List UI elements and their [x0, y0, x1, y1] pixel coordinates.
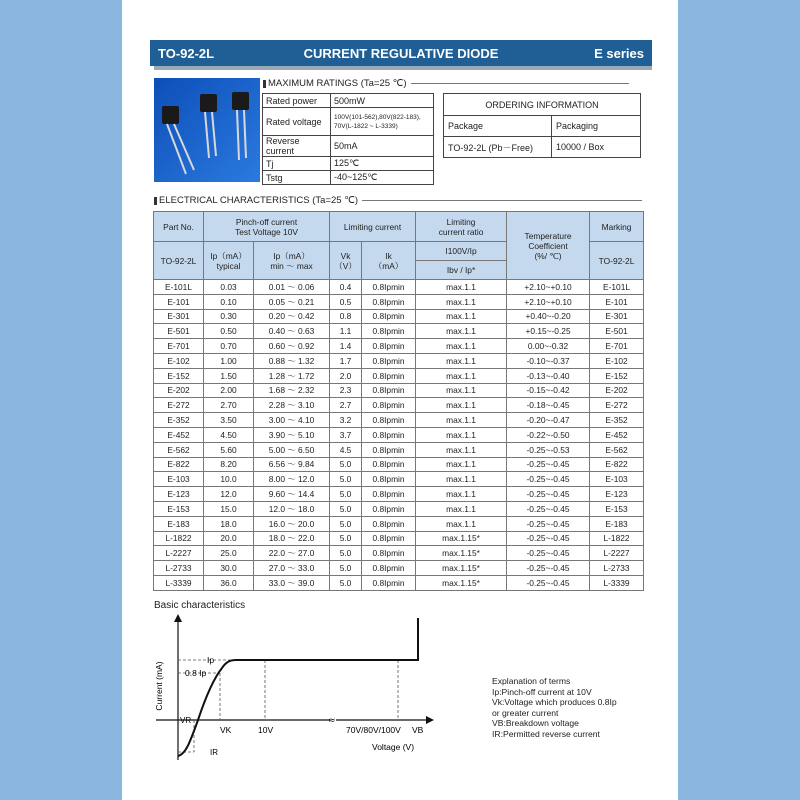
- cell-ip-range: 27.0 ～ 33.0: [254, 561, 330, 576]
- cell-marking: E-501: [590, 324, 644, 339]
- cell-marking: E-101: [590, 294, 644, 309]
- cell-part-no: E-301: [154, 309, 204, 324]
- explanation-line: IR:Permitted reverse current: [492, 728, 600, 739]
- cell-ip-typical: 15.0: [204, 501, 254, 516]
- cell-marking: E-152: [590, 368, 644, 383]
- cell-ip-range: 12.0 ～ 18.0: [254, 501, 330, 516]
- x-axis-arrow-icon: [426, 716, 434, 724]
- cell-marking: E-822: [590, 457, 644, 472]
- cell-ip-typical: 30.0: [204, 561, 254, 576]
- header-package: TO-92-2L: [154, 242, 204, 280]
- ir-label: IR: [210, 748, 218, 757]
- cell-ik: 0.8Ipmin: [362, 501, 416, 516]
- rating-label: Tj: [263, 157, 331, 171]
- cell-part-no: E-501: [154, 324, 204, 339]
- cell-temp-coeff: -0.25~-0.45: [507, 546, 590, 561]
- cell-part-no: E-272: [154, 398, 204, 413]
- cell-marking: L-2227: [590, 546, 644, 561]
- header-marking: Marking: [590, 212, 644, 242]
- cell-part-no: E-153: [154, 501, 204, 516]
- table-row: [154, 398, 644, 413]
- header-temp-line2: Coefficient: [528, 240, 568, 251]
- table-row: [444, 116, 641, 137]
- header-ip-typical: [204, 242, 254, 280]
- cell-marking: E-562: [590, 442, 644, 457]
- cell-marking: L-3339: [590, 575, 644, 590]
- series-title: E series: [594, 45, 644, 61]
- cell-vk: 5.0: [330, 546, 362, 561]
- cell-ik: 0.8Ipmin: [362, 427, 416, 442]
- table-row: [154, 368, 644, 383]
- table-row: [154, 487, 644, 502]
- cell-ip-typical: 12.0: [204, 487, 254, 502]
- cell-ip-typical: 8.20: [204, 457, 254, 472]
- cell-ik: 0.8Ipmin: [362, 413, 416, 428]
- rated-voltage-line2: 70V(L-1822 ~ L-3339): [334, 122, 398, 130]
- cell-temp-coeff: +2.10~+0.10: [507, 294, 590, 309]
- cell-marking: E-153: [590, 501, 644, 516]
- cell-temp-coeff: +0.15~-0.25: [507, 324, 590, 339]
- cell-ik: 0.8Ipmin: [362, 516, 416, 531]
- header-iprange-line2: min ～ max: [270, 260, 313, 271]
- cell-temp-coeff: +2.10~+0.10: [507, 280, 590, 295]
- cell-ip-range: 8.00 ～ 12.0: [254, 472, 330, 487]
- header-vk: [330, 242, 362, 280]
- cell-ip-range: 0.60 ～ 0.92: [254, 339, 330, 354]
- title-bar: [150, 40, 652, 66]
- header-marking-package: TO-92-2L: [590, 242, 644, 280]
- table-row: [154, 427, 644, 442]
- rating-label: Tstg: [263, 171, 331, 185]
- cell-ik: 0.8Ipmin: [362, 309, 416, 324]
- cell-ip-typical: 20.0: [204, 531, 254, 546]
- max-ratings-table: [262, 93, 434, 185]
- cell-current-ratio: max.1.1: [416, 353, 507, 368]
- cell-ip-range: 0.01 ～ 0.06: [254, 280, 330, 295]
- cell-temp-coeff: -0.13~-0.40: [507, 368, 590, 383]
- cell-current-ratio: max.1.1: [416, 413, 507, 428]
- cell-temp-coeff: +0.40~-0.20: [507, 309, 590, 324]
- cell-part-no: E-183: [154, 516, 204, 531]
- cell-ip-typical: 25.0: [204, 546, 254, 561]
- cell-vk: 2.3: [330, 383, 362, 398]
- bullet-square: [263, 80, 266, 88]
- header-current-ratio: [416, 212, 507, 242]
- cell-temp-coeff: -0.25~-0.45: [507, 487, 590, 502]
- cell-part-no: L-2227: [154, 546, 204, 561]
- header-ik-line2: （mA）: [373, 260, 404, 271]
- header-iprange-line1: Ip（mA）: [273, 250, 310, 261]
- cell-ik: 0.8Ipmin: [362, 353, 416, 368]
- cell-ip-range: 5.00 ～ 6.50: [254, 442, 330, 457]
- cell-part-no: L-1822: [154, 531, 204, 546]
- max-ratings-heading: [263, 78, 629, 89]
- cell-vk: 5.0: [330, 457, 362, 472]
- cell-part-no: E-123: [154, 487, 204, 502]
- cell-current-ratio: max.1.1: [416, 457, 507, 472]
- cell-vk: 5.0: [330, 501, 362, 516]
- cell-ip-range: 18.0 ～ 22.0: [254, 531, 330, 546]
- cell-ip-range: 22.0 ～ 27.0: [254, 546, 330, 561]
- cell-ip-typical: 0.50: [204, 324, 254, 339]
- cell-ip-typical: 3.50: [204, 413, 254, 428]
- ordering-table: [443, 93, 641, 158]
- table-row: [154, 383, 644, 398]
- header-ik-line1: Ik: [385, 250, 392, 261]
- explanation-of-terms: [492, 676, 617, 740]
- cell-marking: L-1822: [590, 531, 644, 546]
- x-axis-label: Voltage (V): [372, 742, 415, 752]
- product-photo: [154, 78, 260, 182]
- cell-part-no: E-822: [154, 457, 204, 472]
- table-row: [154, 501, 644, 516]
- cell-ip-typical: 5.60: [204, 442, 254, 457]
- header-pinch-line1: Pinch-off current: [235, 216, 298, 227]
- vk-label: VK: [220, 725, 232, 735]
- cell-vk: 0.5: [330, 294, 362, 309]
- cell-part-no: L-2733: [154, 561, 204, 576]
- cell-current-ratio: max.1.15*: [416, 575, 507, 590]
- cell-ik: 0.8Ipmin: [362, 398, 416, 413]
- cell-vk: 5.0: [330, 516, 362, 531]
- electrical-table: [153, 211, 644, 591]
- cell-vk: 1.7: [330, 353, 362, 368]
- cell-ip-typical: 1.00: [204, 353, 254, 368]
- electrical-table-body: [154, 280, 644, 591]
- cell-temp-coeff: -0.25~-0.45: [507, 531, 590, 546]
- cell-marking: E-101L: [590, 280, 644, 295]
- cell-ik: 0.8Ipmin: [362, 575, 416, 590]
- cell-part-no: E-701: [154, 339, 204, 354]
- table-row: [154, 294, 644, 309]
- rated-voltage-line1: 100V(101-562),80V(822-183),: [334, 113, 421, 121]
- cell-ip-range: 2.28 ～ 3.10: [254, 398, 330, 413]
- cell-marking: E-452: [590, 427, 644, 442]
- header-temp-line1: Temperature: [524, 230, 572, 241]
- cell-vk: 1.4: [330, 339, 362, 354]
- header-vk-line1: Vk: [340, 250, 351, 261]
- cell-part-no: E-152: [154, 368, 204, 383]
- explanation-line: or greater current: [492, 707, 559, 718]
- table-row: [154, 413, 644, 428]
- y-axis-arrow-icon: [174, 614, 182, 622]
- table-row: [444, 137, 641, 158]
- ordering-packaging: 10000 / Box: [552, 137, 641, 158]
- table-row: [154, 339, 644, 354]
- cell-ik: 0.8Ipmin: [362, 546, 416, 561]
- cell-ip-range: 6.56 ～ 9.84: [254, 457, 330, 472]
- cell-current-ratio: max.1.1: [416, 516, 507, 531]
- cell-current-ratio: max.1.15*: [416, 546, 507, 561]
- cell-ik: 0.8Ipmin: [362, 294, 416, 309]
- cell-ip-typical: 4.50: [204, 427, 254, 442]
- rating-label: Rated voltage: [263, 108, 331, 136]
- cell-ip-typical: 36.0: [204, 575, 254, 590]
- cell-ip-typical: 2.00: [204, 383, 254, 398]
- header-ratio-line2: current ratio: [438, 226, 484, 237]
- table-row: [154, 575, 644, 590]
- ordering-package: TO-92-2L (Pb－Free): [444, 137, 552, 158]
- table-row: [154, 531, 644, 546]
- vb-label: VB: [412, 725, 424, 735]
- cell-vk: 5.0: [330, 561, 362, 576]
- table-row: [263, 171, 434, 185]
- cell-ik: 0.8Ipmin: [362, 457, 416, 472]
- table-row: [263, 136, 434, 157]
- table-row: [154, 516, 644, 531]
- explanation-line: VB:Breakdown voltage: [492, 718, 579, 729]
- cell-current-ratio: max.1.1: [416, 487, 507, 502]
- axis-break-icon: ≈: [328, 716, 336, 726]
- table-row: [154, 280, 644, 295]
- cell-temp-coeff: -0.15~-0.42: [507, 383, 590, 398]
- cell-marking: E-123: [590, 487, 644, 502]
- cell-temp-coeff: -0.22~-0.50: [507, 427, 590, 442]
- cell-current-ratio: max.1.1: [416, 368, 507, 383]
- 08ip-label: 0.8 Ip: [185, 668, 207, 678]
- cell-current-ratio: max.1.1: [416, 383, 507, 398]
- table-row: [263, 108, 434, 136]
- cell-vk: 0.4: [330, 280, 362, 295]
- table-row: [154, 324, 644, 339]
- cell-current-ratio: max.1.1: [416, 294, 507, 309]
- cell-part-no: E-352: [154, 413, 204, 428]
- cell-part-no: E-101: [154, 294, 204, 309]
- cell-temp-coeff: -0.25~-0.53: [507, 442, 590, 457]
- heading-rule: [362, 200, 642, 201]
- cell-current-ratio: max.1.1: [416, 501, 507, 516]
- cell-temp-coeff: -0.25~-0.45: [507, 472, 590, 487]
- cell-vk: 4.5: [330, 442, 362, 457]
- cell-ip-range: 0.05 ～ 0.21: [254, 294, 330, 309]
- cell-ip-typical: 2.70: [204, 398, 254, 413]
- cell-marking: E-701: [590, 339, 644, 354]
- cell-current-ratio: max.1.1: [416, 280, 507, 295]
- cell-ik: 0.8Ipmin: [362, 383, 416, 398]
- cell-ip-typical: 0.10: [204, 294, 254, 309]
- cell-temp-coeff: -0.18~-0.45: [507, 398, 590, 413]
- electrical-title: ELECTRICAL CHARACTERISTICS (Ta=25 ℃): [159, 195, 359, 206]
- header-temp-line3: (%/ ℃): [534, 250, 562, 261]
- cell-ik: 0.8Ipmin: [362, 442, 416, 457]
- cell-ip-range: 0.88 ～ 1.32: [254, 353, 330, 368]
- iv-curve: [178, 618, 418, 756]
- header-temperature: [507, 212, 590, 280]
- cell-part-no: E-452: [154, 427, 204, 442]
- cell-current-ratio: max.1.1: [416, 339, 507, 354]
- ip-label: Ip: [207, 655, 215, 665]
- electrical-heading: [154, 195, 642, 206]
- header-ip-line2: typical: [216, 260, 241, 271]
- table-row: [444, 94, 641, 116]
- cell-marking: E-202: [590, 383, 644, 398]
- cell-ip-range: 0.20 ～ 0.42: [254, 309, 330, 324]
- package-title: TO-92-2L: [158, 45, 215, 61]
- cell-ip-range: 3.90 ～ 5.10: [254, 427, 330, 442]
- cell-part-no: E-103: [154, 472, 204, 487]
- cell-ik: 0.8Ipmin: [362, 280, 416, 295]
- cell-marking: E-103: [590, 472, 644, 487]
- header-pinch-off: [204, 212, 330, 242]
- cell-part-no: E-562: [154, 442, 204, 457]
- cell-ik: 0.8Ipmin: [362, 339, 416, 354]
- cell-vk: 0.8: [330, 309, 362, 324]
- cell-ik: 0.8Ipmin: [362, 368, 416, 383]
- header-pinch-line2: Test Voltage 10V: [235, 226, 298, 237]
- table-row: [154, 442, 644, 457]
- header-vk-line2: （V）: [334, 260, 357, 271]
- cell-ik: 0.8Ipmin: [362, 324, 416, 339]
- cell-vk: 2.0: [330, 368, 362, 383]
- cell-current-ratio: max.1.1: [416, 472, 507, 487]
- rating-value: 125℃: [331, 157, 434, 171]
- cell-vk: 5.0: [330, 531, 362, 546]
- cell-ip-typical: 0.70: [204, 339, 254, 354]
- cell-temp-coeff: -0.25~-0.45: [507, 561, 590, 576]
- explanation-line: Ip:Pinch-off current at 10V: [492, 686, 592, 697]
- ordering-col-package: Package: [444, 116, 552, 137]
- rating-value: [331, 108, 434, 136]
- cell-ik: 0.8Ipmin: [362, 472, 416, 487]
- cell-ik: 0.8Ipmin: [362, 487, 416, 502]
- table-row: [154, 472, 644, 487]
- cell-ip-range: 9.60 ～ 14.4: [254, 487, 330, 502]
- rating-value: 500mW: [331, 94, 434, 108]
- cell-vk: 1.1: [330, 324, 362, 339]
- rating-value: -40~125℃: [331, 171, 434, 185]
- header-limiting-current: Limiting current: [330, 212, 416, 242]
- cell-part-no: L-3339: [154, 575, 204, 590]
- cell-vk: 3.7: [330, 427, 362, 442]
- cell-current-ratio: max.1.1: [416, 427, 507, 442]
- cell-temp-coeff: -0.20~-0.47: [507, 413, 590, 428]
- cell-ip-range: 1.28 ～ 1.72: [254, 368, 330, 383]
- cell-part-no: E-202: [154, 383, 204, 398]
- cell-part-no: E-101L: [154, 280, 204, 295]
- basic-characteristics-title: Basic characteristics: [154, 600, 246, 611]
- cell-ip-range: 1.68 ～ 2.32: [254, 383, 330, 398]
- header-ratio-a: I100V/Ip: [416, 242, 507, 261]
- rating-label: Reverse current: [263, 136, 331, 157]
- y-axis-label: Current (mA): [154, 661, 164, 711]
- table-row: [154, 309, 644, 324]
- max-ratings-title: MAXIMUM RATINGS (Ta=25 ℃): [268, 78, 407, 89]
- table-row: [154, 457, 644, 472]
- cell-temp-coeff: -0.25~-0.45: [507, 457, 590, 472]
- cell-current-ratio: max.1.1: [416, 324, 507, 339]
- cell-marking: E-352: [590, 413, 644, 428]
- cell-part-no: E-102: [154, 353, 204, 368]
- table-row: [154, 546, 644, 561]
- cell-temp-coeff: -0.25~-0.45: [507, 501, 590, 516]
- cell-temp-coeff: -0.25~-0.45: [507, 516, 590, 531]
- cell-marking: E-102: [590, 353, 644, 368]
- cell-temp-coeff: -0.25~-0.45: [507, 575, 590, 590]
- cell-ip-typical: 0.03: [204, 280, 254, 295]
- cell-temp-coeff: 0.00~-0.32: [507, 339, 590, 354]
- cell-ik: 0.8Ipmin: [362, 561, 416, 576]
- explanation-line: Vk:Voltage which produces 0.8Ip: [492, 697, 617, 708]
- cell-vk: 5.0: [330, 487, 362, 502]
- table-row: [154, 353, 644, 368]
- cell-current-ratio: max.1.1: [416, 398, 507, 413]
- cell-ip-typical: 18.0: [204, 516, 254, 531]
- cell-current-ratio: max.1.1: [416, 309, 507, 324]
- table-row: [263, 157, 434, 171]
- table-row: [154, 561, 644, 576]
- cell-temp-coeff: -0.10~-0.37: [507, 353, 590, 368]
- cell-ik: 0.8Ipmin: [362, 531, 416, 546]
- cell-marking: E-183: [590, 516, 644, 531]
- cell-vk: 3.2: [330, 413, 362, 428]
- heading-rule: [411, 83, 629, 84]
- table-header-row: [154, 212, 644, 242]
- header-part-no: Part No.: [154, 212, 204, 242]
- cell-marking: E-272: [590, 398, 644, 413]
- cell-ip-range: 33.0 ～ 39.0: [254, 575, 330, 590]
- cell-ip-range: 3.00 ～ 4.10: [254, 413, 330, 428]
- explanation-title: Explanation of terms: [492, 676, 571, 686]
- bullet-square: [154, 197, 157, 205]
- cell-current-ratio: max.1.15*: [416, 531, 507, 546]
- cell-current-ratio: max.1.15*: [416, 561, 507, 576]
- ordering-col-packaging: Packaging: [552, 116, 641, 137]
- cell-marking: E-301: [590, 309, 644, 324]
- cell-current-ratio: max.1.1: [416, 442, 507, 457]
- rating-label: Rated power: [263, 94, 331, 108]
- cell-ip-typical: 0.30: [204, 309, 254, 324]
- cell-vk: 2.7: [330, 398, 362, 413]
- cell-ip-range: 16.0 ～ 20.0: [254, 516, 330, 531]
- rating-value: 50mA: [331, 136, 434, 157]
- header-ip-range: [254, 242, 330, 280]
- cell-ip-range: 0.40 ～ 0.63: [254, 324, 330, 339]
- title-shadow: [154, 66, 652, 70]
- vmax-label: 70V/80V/100V: [346, 725, 401, 735]
- cell-vk: 5.0: [330, 472, 362, 487]
- header-ratio-line1: Limiting: [446, 216, 476, 227]
- basic-characteristics-graph: [150, 612, 440, 762]
- header-ip-line1: Ip（mA）: [210, 250, 247, 261]
- vr-label: VR: [180, 716, 192, 725]
- table-row: [263, 94, 434, 108]
- cell-ip-typical: 10.0: [204, 472, 254, 487]
- header-ik: [362, 242, 416, 280]
- cell-ip-typical: 1.50: [204, 368, 254, 383]
- cell-vk: 5.0: [330, 575, 362, 590]
- header-ratio-b: Ibv / Ip*: [416, 261, 507, 280]
- page-title: CURRENT REGULATIVE DIODE: [303, 45, 499, 61]
- ordering-title: ORDERING INFORMATION: [444, 94, 641, 116]
- cell-marking: L-2733: [590, 561, 644, 576]
- 10v-label: 10V: [258, 725, 274, 735]
